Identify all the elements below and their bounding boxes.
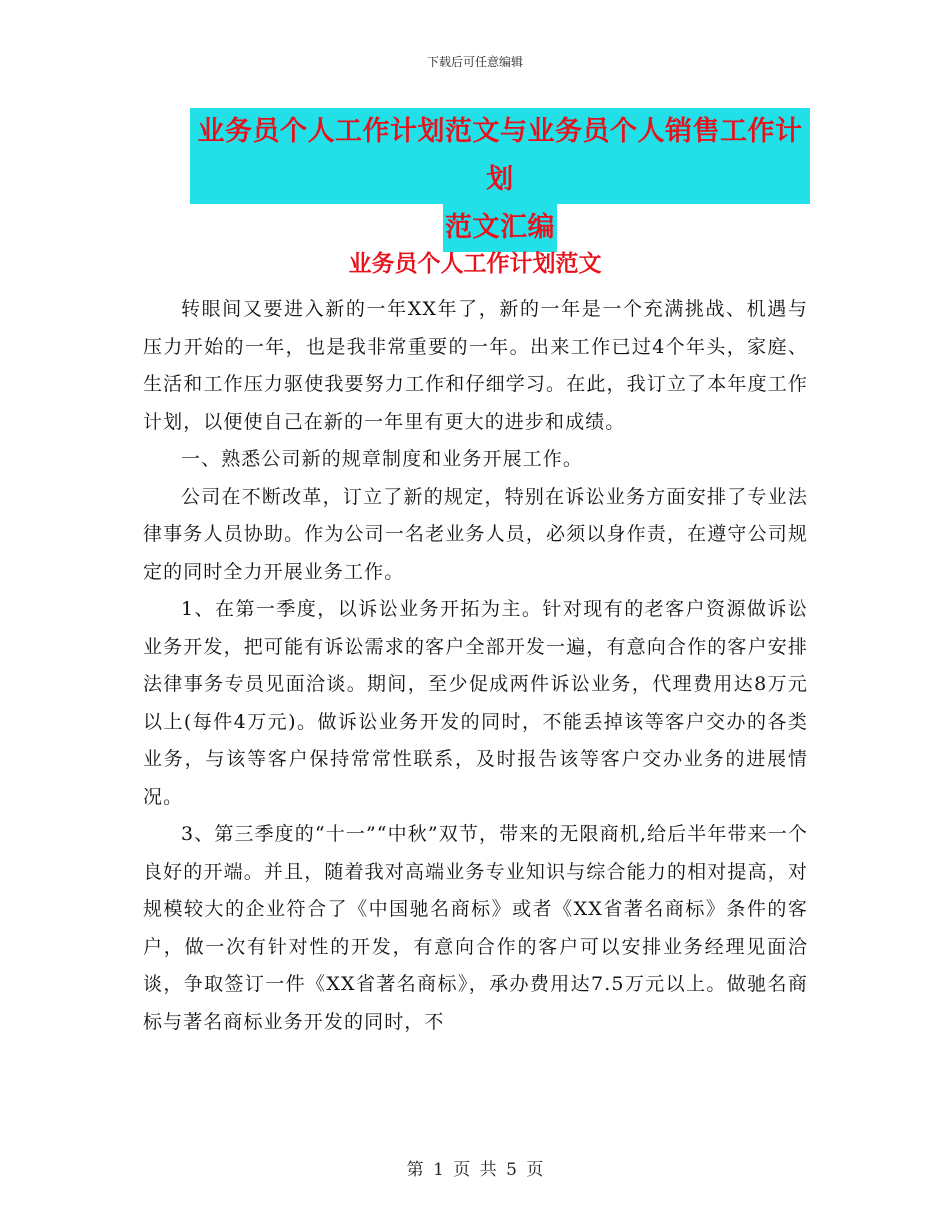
- paragraph: 一、熟悉公司新的规章制度和业务开展工作。: [181, 448, 584, 470]
- paragraph: 3、第三季度的“十一”“中秋”双节，带来的无限商机,给后半年带来一个良好的开端。并且，随着我对高端业务专业知识与综合能力的相对提高，对规模较大的企业符合了《中国驰名商标》或者《XX省著名商标》条件的客户，做一次有针对性的开发，有意向合作的客户可以安排业务经理见面洽谈，争取签订一件《XX省著名商标》，承办费用达7.5万元以上。做驰名商标与著名商标业务开发的同时，不: [143, 823, 808, 1033]
- paragraph: 转眼间又要进入新的一年XX年了，新的一年是一个充满挑战、机遇与压力开始的一年，也是我非常重要的一年。出来工作已过4个年头，家庭、生活和工作压力驱使我要努力工作和仔细学习。在此，我订立了本年度工作计划，以便使自己在新的一年里有更大的进步和成绩。: [143, 298, 808, 433]
- page-number: 第 1 页 共 5 页: [406, 1160, 544, 1180]
- document-title-line-1: 业务员个人工作计划范文与业务员个人销售工作计划: [190, 108, 810, 204]
- document-title: [190, 108, 810, 252]
- document-body: [143, 291, 808, 1041]
- page-header-note: 下载后可任意编辑: [426, 55, 523, 69]
- paragraph: 1、在第一季度，以诉讼业务开拓为主。针对现有的老客户资源做诉讼业务开发，把可能有诉讼需求的客户全部开发一遍，有意向合作的客户安排法律事务专员见面洽谈。期间，至少促成两件诉讼业务，代理费用达8万元以上(每件4万元)。做诉讼业务开发的同时，不能丢掉该等客户交办的各类业务，与该等客户保持常常性联系，及时报告该等客户交办业务的进展情况。: [143, 598, 808, 808]
- paragraph: 公司在不断改革，订立了新的规定，特别在诉讼业务方面安排了专业法律事务人员协助。作为公司一名老业务人员，必须以身作责，在遵守公司规定的同时全力开展业务工作。: [143, 485, 808, 583]
- document-title-line-2: 范文汇编: [443, 204, 557, 252]
- section-title: 业务员个人工作计划范文: [348, 250, 602, 277]
